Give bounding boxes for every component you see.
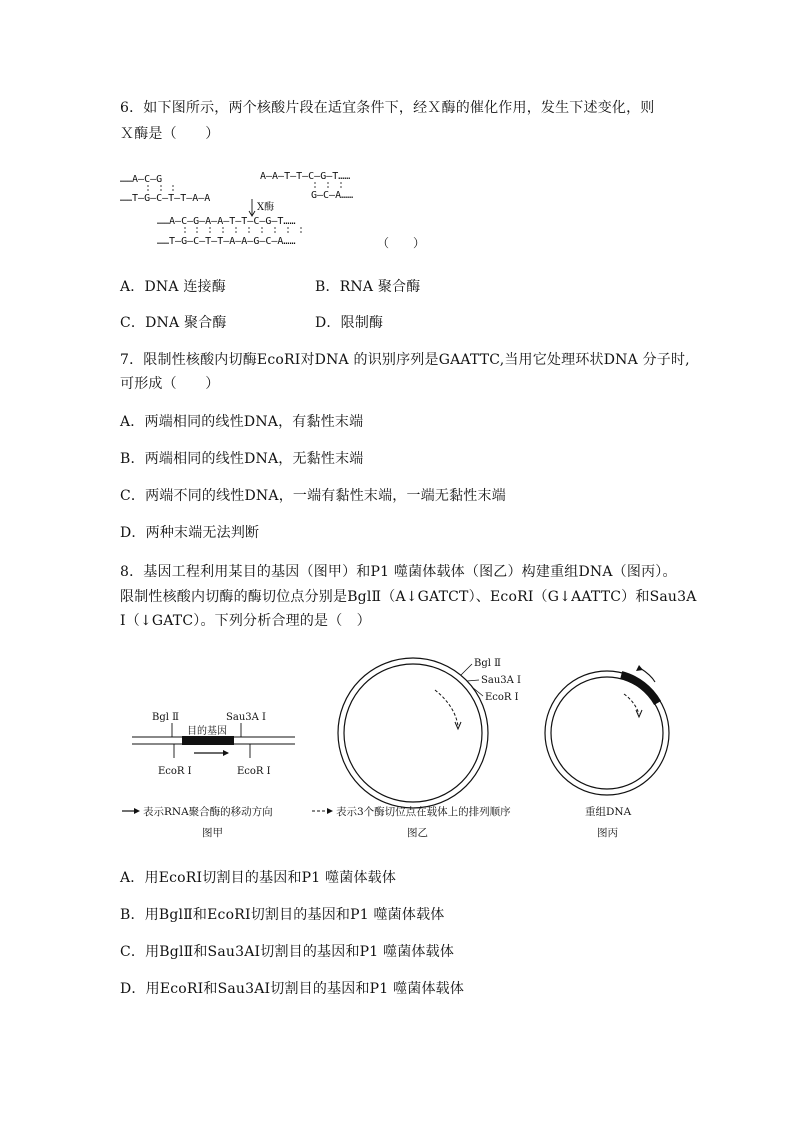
q6-stem-line1: 6．如下图所示，两个核酸片段在适宜条件下，经Ｘ酶的催化作用，发生下述变化，则 [120, 100, 655, 116]
q7-option-d[interactable]: D．两种末端无法判断 [120, 525, 260, 541]
q8-stem-line3: Ⅰ（↓GATC）。下列分析合理的是（ ） [120, 613, 371, 629]
q6-bottom-strand1: ……A–C–G–A–A–T–T–C–G–T…… [157, 216, 296, 227]
yi-eco-label: EcoR Ⅰ [485, 692, 519, 703]
q6-top-left-strand1: ……A–C–G [120, 174, 163, 185]
q6-top-left-strand2: ……T–G–C–T–T–A–A [120, 193, 211, 204]
q6-option-b[interactable]: B．RNA 聚合酶 [315, 279, 421, 295]
q6-top-left-bonds [148, 185, 173, 193]
q6-bottom-bonds [185, 227, 301, 235]
q6-top-right-bonds [315, 182, 341, 189]
inserted-gene-segment [621, 675, 657, 703]
q6-enzyme-label: X酶 [257, 202, 275, 213]
jia-eco-label-1: EcoR Ⅰ [158, 766, 192, 777]
q8-stem-line1: 8．基因工程利用某目的基因（图甲）和P1 噬菌体载体（图乙）构建重组DNA（图丙）。 [120, 564, 677, 580]
q7-stem-line2: 可形成（ ） [120, 376, 220, 392]
q7-option-b[interactable]: B．两端相同的线性DNA，无黏性末端 [120, 451, 364, 467]
q7-stem-line1: 7．限制性核酸内切酶EcoRⅠ对DNA 的识别序列是GAATTC,当用它处理环状DNA 分子时, [120, 352, 690, 368]
q8-option-c[interactable]: C．用BglⅡ和Sau3AⅠ切割目的基因和P1 噬菌体载体 [120, 944, 455, 960]
bing-caption: 图丙 [597, 827, 618, 839]
q8-option-a[interactable]: A．用EcoRⅠ切割目的基因和P1 噬菌体载体 [120, 870, 397, 886]
q8-option-b[interactable]: B．用BglⅡ和EcoRⅠ切割目的基因和P1 噬菌体载体 [120, 907, 445, 923]
q6-figure [115, 165, 445, 255]
q7-option-c[interactable]: C．两端不同的线性DNA，一端有黏性末端，一端无黏性末端 [120, 488, 506, 504]
yi-caption: 图乙 [407, 827, 428, 839]
q6-top-right-strand2: G–C–A…… [311, 190, 354, 201]
q7-option-a[interactable]: A．两端相同的线性DNA，有黏性末端 [120, 414, 364, 430]
figure-yi [312, 658, 521, 839]
q6-figure-paren: （ ） [377, 236, 426, 250]
cut-order-dashed-arrow-icon [435, 690, 458, 726]
yi-legend: 表示3个酶切位点在载体上的排列顺序 [336, 806, 511, 818]
q6-stem-line2: Ｘ酶是（ ） [120, 126, 220, 142]
q6-option-a[interactable]: A．DNA 连接酶 [120, 279, 226, 295]
q8-figure [110, 648, 680, 848]
figure-bing [545, 665, 669, 839]
q8-stem-line2: 限制性核酸内切酶的酶切位点分别是BglⅡ（A↓GATCT）、EcoRⅠ（G↓AATTC）和Sau3A [120, 589, 697, 605]
jia-gene-label: 目的基因 [187, 726, 227, 737]
jia-sau-label: Sau3A Ⅰ [226, 712, 266, 723]
jia-bgl-label: Bgl Ⅱ [152, 712, 179, 723]
jia-legend: 表示RNA聚合酶的移动方向 [143, 806, 273, 818]
q8-option-d[interactable]: D．用EcoRⅠ和Sau3AⅠ切割目的基因和P1 噬菌体载体 [120, 981, 465, 997]
yi-sau-label: Sau3A Ⅰ [481, 675, 521, 686]
q6-top-right-strand1: A–A–T–T–C–G–T…… [260, 171, 351, 182]
q6-option-c[interactable]: C．DNA 聚合酶 [120, 315, 227, 331]
jia-caption: 图甲 [202, 827, 223, 839]
target-gene-block [182, 736, 234, 745]
bing-label: 重组DNA [585, 806, 632, 818]
q6-option-d[interactable]: D．限制酶 [315, 315, 384, 331]
jia-eco-label-2: EcoR Ⅰ [237, 766, 271, 777]
figure-jia [122, 712, 295, 839]
yi-bgl-label: Bgl Ⅱ [474, 658, 501, 669]
q6-bottom-strand2: ……T–G–C–T–T–A–A–G–C–A…… [157, 236, 296, 247]
